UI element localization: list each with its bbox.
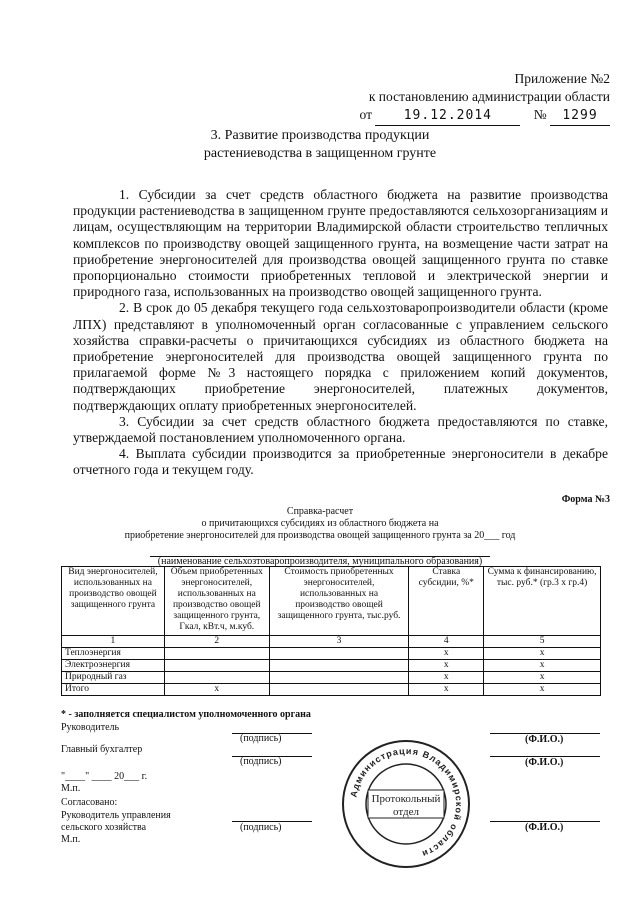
- table-row: Итого x x x: [62, 684, 601, 696]
- table-number-row: 1 2 3 4 5: [62, 636, 601, 648]
- header-cell: Сумма к финансированию, тыс. руб.* (гр.3 х гр.4): [484, 567, 601, 636]
- agreed-label: Согласовано:: [61, 797, 118, 808]
- header-cell: Объем приобретенных энергоносителей, использованных на производство овощей защищенного грунта, Гкал, кВт.ч, м.куб.: [164, 567, 269, 636]
- table-header-row: [62, 567, 601, 636]
- table-row: Теплоэнергия x x: [62, 648, 601, 660]
- paragraph-2: 2. В срок до 05 декабря текущего года сельхозтоваропроизводители области (кроме ЛПХ) представляют в уполномоченный орган согласованные с управлением сельского хозяйства справки-расчеты о причитающихся субсидиях из областного бюджета на приобретение энергоносителей для производства овощей защищенного грунта по прилагаемой форме №3 настоящего порядка с приложением копий документов, подтверждающих приобретение энергоносителей, платежных документов, подтверждающих оплату приобретенных энергоносителей.: [73, 300, 608, 413]
- header-cell: Ставка субсидии, %*: [409, 567, 484, 636]
- stamp-ring-text: Администрация Владимирской области: [348, 745, 465, 860]
- decree-number: 1299: [550, 107, 610, 126]
- form-label: Форма №3: [561, 494, 610, 505]
- paragraph-1: 1. Субсидии за счет средств областного бюджета на развитие производства продукции растениеводства в защищенном грунте предоставляются сельхозорганизациям и лицам, осуществляющим на территории Владимирской области строительство тепличных комплексов по производству овощей защищенного грунта, на возмещение части затрат на приобретение энергоносителей для производства овощей защищенного грунта по ставке пропорционально стоимости приобретенных тепловой и электрической энергии и природного газа, использованных на производство овощей защищенного грунта.: [73, 187, 608, 300]
- appendix-subtitle: к постановлению администрации области: [368, 89, 610, 104]
- dept-label-1: Руководитель управления: [61, 810, 171, 821]
- footnote: * - заполняется специалистом уполномоченного органа: [61, 709, 311, 720]
- official-stamp: [340, 738, 472, 870]
- signature-caption: (подпись): [240, 756, 282, 767]
- mp-label: М.п.: [61, 783, 81, 794]
- paragraph-4: 4. Выплата субсидии производится за приобретенные энергоносители в декабре отчетного года и текущем году.: [73, 446, 608, 478]
- mp-label-2: М.п.: [61, 834, 81, 845]
- form-title: Справка-расчет о причитающихся субсидиях из областного бюджета на приобретение энергоносителей для производства овощей защищенного грунта за 20___ год: [124, 506, 516, 541]
- paragraph-3: 3. Субсидии за счет средств областного бюджета предоставляются по ставке, утверждаемой постановлением уполномоченного органа.: [73, 413, 608, 446]
- section-title: 3. Развитие производства продукции растениеводства в защищенном грунте: [203, 128, 437, 161]
- appendix-header: [360, 70, 611, 126]
- dept-label-2: сельского хозяйства: [61, 822, 147, 833]
- header-cell: Вид энергоносителей, использованных на производство овощей защищенного грунта: [62, 567, 165, 636]
- name-caption: (Ф.И.О.): [525, 757, 564, 768]
- name-caption: (Ф.И.О.): [525, 822, 564, 833]
- accountant-label: Главный бухгалтер: [61, 744, 143, 755]
- body-text: [73, 187, 608, 479]
- signature-caption: (подпись): [240, 822, 282, 833]
- table-row: Электроэнергия x x: [62, 660, 601, 672]
- date-line: "____" ____ 20___ г.: [61, 771, 148, 782]
- stamp-center-line1: Протокольный: [371, 793, 441, 805]
- stamp-center-line2: отдел: [393, 806, 419, 818]
- appendix-date-line: от 19.12.2014 № 1299: [360, 106, 611, 126]
- head-label: Руководитель: [61, 722, 120, 733]
- name-caption: (наименование сельхозтоваропроизводителя, муниципального образования): [157, 556, 483, 567]
- table-row: Природный газ x x: [62, 672, 601, 684]
- signature-caption: (подпись): [240, 733, 282, 744]
- subsidy-table: [61, 566, 601, 696]
- header-cell: Стоимость приобретенных энергоносителей, использованных на производство овощей защищенного грунта, тыс.руб.: [269, 567, 409, 636]
- name-caption: (Ф.И.О.): [525, 734, 564, 745]
- appendix-title: Приложение №2: [514, 71, 610, 86]
- decree-date: 19.12.2014: [375, 107, 520, 126]
